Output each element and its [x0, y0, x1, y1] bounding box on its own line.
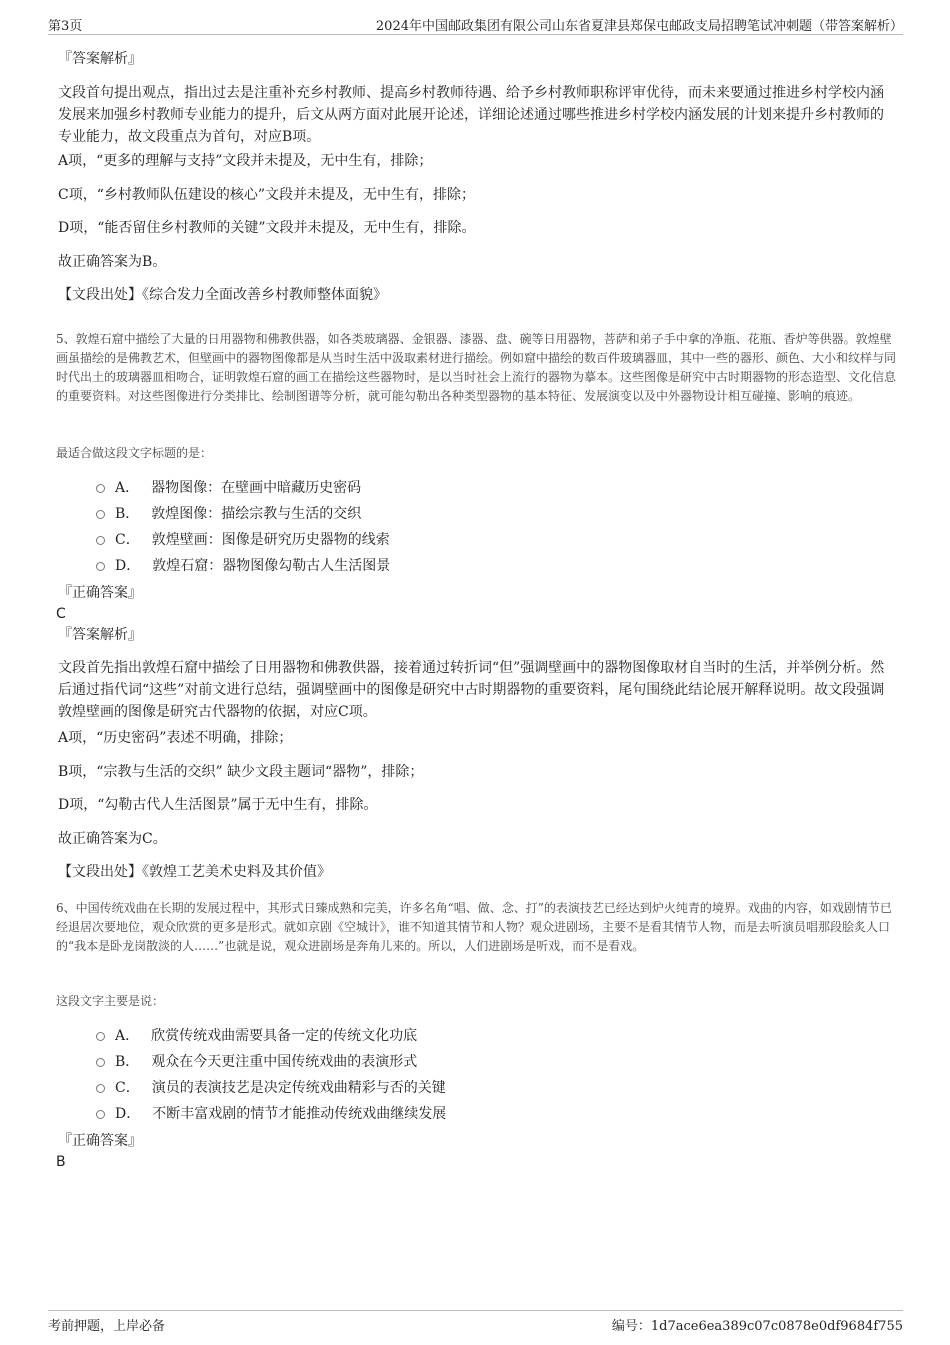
- q4-option-a-analysis: A项，“更多的理解与支持”文段并未提及，无中生有，排除；: [58, 153, 433, 169]
- q5-option-a[interactable]: [96, 477, 361, 499]
- option-label: A．: [115, 1028, 140, 1044]
- option-text: 观众在今天更注重中国传统戏曲的表演形式: [151, 1054, 418, 1070]
- option-text: 演员的表演技艺是决定传统戏曲精彩与否的关键: [151, 1080, 446, 1096]
- q5-option-c[interactable]: [96, 529, 390, 551]
- page-number: 第3页: [48, 19, 83, 34]
- q5-option-b[interactable]: [96, 503, 361, 525]
- q5-analysis-paragraph: 文段首先指出敦煌石窟中描绘了日用器物和佛教供器，接着通过转折词“但”强调壁画中的器物图像取材自当时的生活，并举例分析。然后通过指代词“这些”对前文进行总结，强调壁画中的图像是研究中古时期器物的重要资料，尾句围绕此结论展开解释说明。故文段强调敦煌壁画的图像是研究古代器物的依据，对应C项。: [58, 660, 885, 720]
- q5-answer-label: 『正确答案』: [58, 585, 142, 601]
- page-footer: [48, 1310, 903, 1337]
- q5-source: 【文段出处】《敦煌工艺美术史料及其价值》: [58, 864, 331, 880]
- q6-answer-label: 『正确答案』: [58, 1133, 142, 1149]
- q5-option-a-analysis: A项，“历史密码”表述不明确，排除；: [58, 730, 293, 746]
- option-text: 敦煌壁画：图像是研究历史器物的线索: [151, 532, 390, 548]
- option-label: A．: [115, 480, 140, 496]
- option-label: C．: [115, 1080, 140, 1096]
- page-header: [48, 14, 903, 35]
- q5-prompt: 最适合做这段文字标题的是：: [56, 446, 213, 460]
- option-text: 敦煌石窟：器物图像勾勒古人生活图景: [152, 558, 391, 574]
- q5-analysis-label: 『答案解析』: [58, 627, 142, 643]
- q4-source: 【文段出处】《综合发力全面改善乡村教师整体面貌》: [58, 287, 387, 303]
- q5-option-d[interactable]: [96, 555, 390, 577]
- option-text: 欣赏传统戏曲需要具备一定的传统文化功底: [151, 1028, 418, 1044]
- q6-option-a[interactable]: [96, 1025, 417, 1047]
- option-text: 敦煌图像：描绘宗教与生活的交织: [151, 506, 362, 522]
- q5-option-b-analysis: B项，“宗教与生活的交织” 缺少文段主题词“器物”，排除；: [58, 764, 424, 780]
- q6-option-b[interactable]: [96, 1051, 417, 1073]
- radio-icon[interactable]: [96, 1084, 105, 1093]
- q6-option-d[interactable]: [96, 1103, 446, 1125]
- q5-answer: C: [56, 606, 66, 622]
- radio-icon[interactable]: [96, 1058, 105, 1067]
- q6-prompt: 这段文字主要是说：: [56, 994, 165, 1008]
- radio-icon[interactable]: [96, 1032, 105, 1041]
- q4-option-c-analysis: C项，“乡村教师队伍建设的核心”文段并未提及，无中生有，排除；: [58, 187, 476, 203]
- option-label: B．: [115, 506, 140, 522]
- q4-analysis-label: 『答案解析』: [58, 51, 142, 67]
- radio-icon[interactable]: [96, 536, 105, 545]
- option-label: C．: [115, 532, 140, 548]
- option-text: 不断丰富戏剧的情节才能推动传统戏曲继续发展: [152, 1106, 447, 1122]
- radio-icon[interactable]: [96, 484, 105, 493]
- option-label: B．: [115, 1054, 140, 1070]
- document-title: 2024年中国邮政集团有限公司山东省夏津县郑保屯邮政支局招聘笔试冲刺题（带答案解析）: [375, 19, 903, 34]
- radio-icon[interactable]: [96, 510, 105, 519]
- option-label: D．: [115, 558, 141, 574]
- option-text: 器物图像：在壁画中暗藏历史密码: [151, 480, 362, 496]
- q4-option-d-analysis: D项，“能否留住乡村教师的关键”文段并未提及，无中生有，排除。: [58, 220, 476, 236]
- radio-icon[interactable]: [96, 1110, 105, 1119]
- q5-conclusion: 故正确答案为C。: [58, 831, 167, 847]
- document-id: 编号：1d7ace6ea389c07c0878e0df9684f755: [611, 1319, 903, 1334]
- radio-icon[interactable]: [96, 562, 105, 571]
- q6-option-c[interactable]: [96, 1077, 446, 1099]
- q5-option-d-analysis: D项，“勾勒古代人生活图景”属于无中生有，排除。: [58, 797, 378, 813]
- q4-analysis-paragraph: 文段首句提出观点，指出过去是注重补充乡村教师、提高乡村教师待遇、给予乡村教师职称评审优待，而未来要通过推进乡村学校内涵发展来加强乡村教师专业能力的提升，后文从两方面对此展开论述，详细论述通过哪些推进乡村学校内涵发展的计划来提升乡村教师的专业能力，故文段重点为首句，对应B项。: [58, 85, 884, 145]
- q4-conclusion: 故正确答案为B。: [58, 254, 167, 270]
- option-label: D．: [115, 1106, 141, 1122]
- q6-question-text: 6、中国传统戏曲在长期的发展过程中，其形式日臻成熟和完美，许多名角“唱、做、念、打”的表演技艺已经达到炉火纯青的境界。戏曲的内容，如戏剧情节已经退居次要地位，观众欣赏的更多是形式。就如京剧《空城计》，谁不知道其情节和人物？观众进剧场，主要不是看其情节人物，而是去听演员唱那段脍炙人口的“我本是卧龙岗散淡的人……”也就是说，观众进剧场是奔角儿来的。所以，人们进剧场是听戏，而不是看戏。: [56, 901, 892, 953]
- q5-question-text: 5、敦煌石窟中描绘了大量的日用器物和佛教供器，如各类玻璃器、金银器、漆器、盘、碗等日用器物，菩萨和弟子手中拿的净瓶、花瓶、香炉等供器。敦煌壁画虽描绘的是佛教艺术，但壁画中的器物图像都是从当时生活中汲取素材进行描绘。例如窟中描绘的数百件玻璃器皿，其中一些的器形、颜色、大小和纹样与同时代出土的玻璃器皿相吻合，证明敦煌石窟的画工在描绘这些器物时，是以当时社会上流行的器物为摹本。这些图像是研究中古时期器物的形态造型、文化信息的重要资料。对这些图像进行分类排比、绘制图谱等分析，就可能勾勒出各种类型器物的基本特征、发展演变以及中外器物设计相互碰撞、影响的痕迹。: [56, 332, 897, 403]
- footer-slogan: 考前押题，上岸必备: [48, 1319, 166, 1334]
- q6-answer: B: [56, 1154, 66, 1170]
